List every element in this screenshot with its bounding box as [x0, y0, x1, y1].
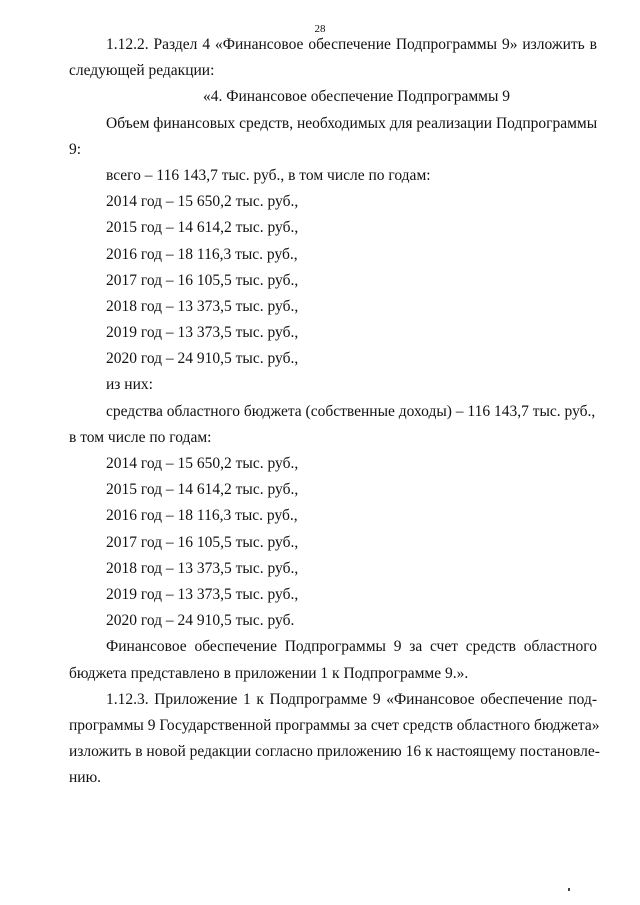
year-total-2015: 2015 год – 14 614,2 тыс. руб., — [106, 219, 299, 237]
year-total-2018: 2018 год – 13 373,5 тыс. руб., — [106, 297, 299, 315]
year-total-2019: 2019 год – 13 373,5 тыс. руб., — [106, 324, 299, 342]
paragraph-1-12-2-line-2: следующей редакции: — [69, 62, 215, 80]
paragraph-1-12-3-line-3: изложить в новой редакции согласно приложению 16 к настоящему постановле- — [69, 743, 600, 761]
of-them-line: из них: — [106, 376, 153, 394]
year-regional-2019: 2019 год – 13 373,5 тыс. руб., — [106, 585, 299, 603]
paragraph-1-12-2-line-1: 1.12.2. Раздел 4 «Финансовое обеспечение Подпрограммы 9» изложить в — [106, 36, 597, 53]
document-body — [69, 32, 600, 791]
year-regional-2015: 2015 год – 14 614,2 тыс. руб., — [106, 481, 299, 499]
volume-intro-line-2: 9: — [69, 140, 82, 158]
year-regional-2018: 2018 год – 13 373,5 тыс. руб., — [106, 559, 299, 577]
year-total-2017: 2017 год – 16 105,5 тыс. руб., — [106, 271, 299, 289]
year-regional-2016: 2016 год – 18 116,3 тыс. руб., — [106, 507, 298, 525]
paragraph-1-12-3-line-2: программы 9 Государственной программы за счет средств областного бюджета» — [69, 716, 600, 734]
financing-note-line-2: бюджета представлено в приложении 1 к Подпрограмме 9.». — [69, 664, 469, 682]
paragraph-1-12-3-line-1: 1.12.3. Приложение 1 к Подпрограмме 9 «Финансовое обеспечение под- — [106, 690, 597, 708]
volume-intro-line-1: Объем финансовых средств, необходимых для реализации Подпрограммы — [106, 114, 598, 132]
year-total-2020: 2020 год – 24 910,5 тыс. руб., — [106, 350, 299, 368]
page-number: 28 — [314, 23, 326, 35]
year-regional-2020: 2020 год – 24 910,5 тыс. руб. — [106, 612, 295, 630]
scan-speck — [568, 888, 570, 891]
financing-note-line-1: Финансовое обеспечение Подпрограммы 9 за счет средств областного — [106, 638, 597, 656]
regional-budget-line-1: средства областного бюджета (собственные доходы) – 116 143,7 тыс. руб., — [106, 402, 596, 420]
paragraph-1-12-3-line-4: нию. — [69, 769, 102, 787]
regional-budget-line-2: в том числе по годам: — [69, 428, 212, 446]
year-total-2014: 2014 год – 15 650,2 тыс. руб., — [106, 193, 299, 211]
year-total-2016: 2016 год – 18 116,3 тыс. руб., — [106, 245, 298, 263]
total-line: всего – 116 143,7 тыс. руб., в том числе по годам: — [106, 166, 431, 184]
section-heading: «4. Финансовое обеспечение Подпрограммы 9 — [203, 88, 511, 106]
year-regional-2017: 2017 год – 16 105,5 тыс. руб., — [106, 533, 299, 551]
year-regional-2014: 2014 год – 15 650,2 тыс. руб., — [106, 455, 299, 472]
